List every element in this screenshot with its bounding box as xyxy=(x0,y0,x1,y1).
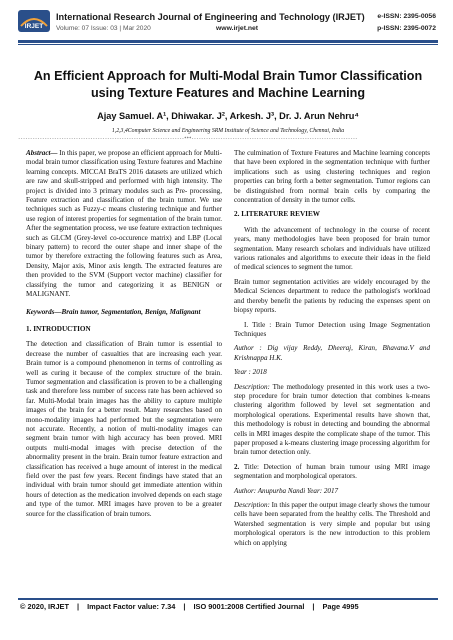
keywords: Keywords—Brain tumor, Segmentation, Benign, Malignant xyxy=(26,307,201,316)
p-issn: p-ISSN: 2395-0072 xyxy=(377,25,436,32)
literature-intro: With the advancement of technology in the course of recent years, many methodologies have been proposed for brain tumor segmentation. Many research scholars and individuals have utilized various rationales and algorithms to execute their ideas in the field of medical sciences to segment the tumor. xyxy=(234,225,430,272)
reference-2-author: Author: Anupurba Nandi Year: 2017 xyxy=(234,486,339,495)
section-separator: ---------------------------------------------------------------------***--------------------------------------------------------------------- xyxy=(18,136,358,141)
reference-1-description-label: Description: xyxy=(234,382,270,391)
right-column xyxy=(234,149,430,553)
journal-website[interactable]: www.irjet.net xyxy=(216,25,259,32)
header-rule-thin xyxy=(18,44,438,45)
journal-name: International Research Journal of Engineering and Technology (IRJET) xyxy=(56,12,365,22)
irjet-logo-icon xyxy=(18,10,50,32)
reference-2-title-text: Title: Detection of human brain tumour using MRI image segmentation and morphological operators. xyxy=(234,462,430,481)
reference-2-title xyxy=(234,463,430,482)
e-issn: e-ISSN: 2395-0056 xyxy=(377,13,436,20)
journal-header xyxy=(18,10,438,38)
header-rule xyxy=(18,40,438,43)
reference-1-description xyxy=(234,383,430,458)
footer-divider: | xyxy=(77,602,80,611)
footer-iso: ISO 9001:2008 Certified Journal xyxy=(193,602,305,611)
footer-copyright: © 2020, IRJET xyxy=(20,602,69,611)
reference-2-description-text: In this paper the output image clearly shows the tumour cells have been separated from the healthy cells. The Threshold and Watershed segmentation is very simple and popular but using morphological operators is the new introduction to this problem which on applying xyxy=(234,501,430,547)
reference-1-title: I. Title : Brain Tumor Detection using Image Segmentation Techniques xyxy=(234,320,430,338)
literature-paragraph-2: Brain tumor segmentation activities are widely encouraged by the Medical Sciences department to reduce the pathologist's workload and thereby benefit the patients by reducing the expenses spent on biopsy reports. xyxy=(234,277,430,315)
footer-impact-factor: Impact Factor value: 7.34 xyxy=(87,602,176,611)
footer-rule xyxy=(18,598,438,600)
introduction-text: The detection and classification of Brain tumor is essential to decrease the number of casualties that are increasing each year. Brain tumor is a compound phenomenon in terms of controlling as well as curing it because of the complex structure of the brain. Tumor segmentation and classification is proven to be a challenging task and therefore less number of success rate has been achieved so far. Multi-Modal brain images has the ability to capture multiple images of the brain for a better result. Many researches based on mono-modality images had performed but the segmentation were not accurate. Recently, a notion of multi-modality images can segment brain tumor with high accuracy has been proved. MRI outputs multi-modal images with precise detection of the abnormality present in the brain. Brain tumor feature extraction and classification has received a huge amount of interest in the medical field over the past few years. Recent findings have stated that an individual with brain tumor should get immediate attention within hours of detection as the medication involved depends on each stage and type of the tumor. MRI images have proven to be a greater source for the classification of brain tumors. xyxy=(26,340,222,518)
author-affiliation: 1,2,3,4Computer Science and Engineering SRM Institute of Science and Technology, Chennai, India xyxy=(111,128,345,134)
introduction-heading: 1. INTRODUCTION xyxy=(26,324,91,333)
reference-2-number: 2. xyxy=(234,462,240,471)
introduction-continued: The culmination of Texture Features and Machine learning concepts that have been explored in the segmentation technique with further implications such as using clustering techniques and region properties can bring forth a better segmentation. Tumor regions can be distinguished from normal brain cells by comparing the concentration of density in the tumor cells. xyxy=(234,149,430,205)
abstract-text: In this paper, we propose an efficient approach for Multi-modal brain tumor classification using Texture features and Machine learning concepts. MICCAI BraTS 2016 datasets are utilized which are raw and skull-stripped and performed with high intensity. The project is divided into 3 primary modules such as Pre- processing, Feature extraction and classification of the brain tumor. We use techniques such as Fuzzy-c means clustering technique and further use region of interest properties for segmentation of the brain tumor. After the segmentation process, we use feature extraction techniques such as GLCM (Grey-level co-occurence matrix) and LBP (Local binary pattern) to record the outer shape and inner shape of the tumor by therefore extracting the following features such as Area, Density, Major axis, Minor axis length. The extracted features are then provided to the SVM (Support vector machine) classifier for classifying the tumor and categorizing it as BENIGN or MALIGNANT. xyxy=(26,149,222,299)
reference-1-year: Year : 2018 xyxy=(234,368,267,377)
reference-1-author: Author : Dig vijay Reddy, Dheeraj, Kiran, Bhavana.V and Krishnappa H.K. xyxy=(234,344,430,362)
reference-2-description-label: Description: xyxy=(234,501,270,509)
abstract-label: Abstract— xyxy=(26,149,58,157)
page-footer xyxy=(20,602,438,611)
footer-divider: | xyxy=(183,602,186,611)
literature-review-heading: 2. LITERATURE REVIEW xyxy=(234,210,320,219)
reference-1-description-text: The methodology presented in this work uses a two-step procedure for brain tumor detection that combines k-means clustering algorithm followed by level set segmentation and morphological operations. Experimental results have shown that, this methodology is robust in detecting and bounding the abnormal cells in MRI images despite the complicate shape of the tumor. This paper proposed a k-means clustering image processing algorithm for brain tumor detection only. xyxy=(234,382,430,457)
footer-divider: | xyxy=(312,602,315,611)
reference-2-description xyxy=(234,501,430,548)
left-column xyxy=(26,149,222,524)
abstract xyxy=(26,149,222,300)
volume-issue: Volume: 07 Issue: 03 | Mar 2020 xyxy=(56,25,151,32)
paper-title: An Efficient Approach for Multi-Modal Brain Tumor Classification using Texture Features and Machine Learning xyxy=(33,69,423,100)
footer-page-number: Page 4995 xyxy=(322,602,359,611)
paper-authors: Ajay Samuel. A¹, Dhiwakar. J², Arkesh. J³, Dr. J. Arun Nehru⁴ xyxy=(97,111,359,121)
logo-text: IRJET xyxy=(24,23,44,30)
